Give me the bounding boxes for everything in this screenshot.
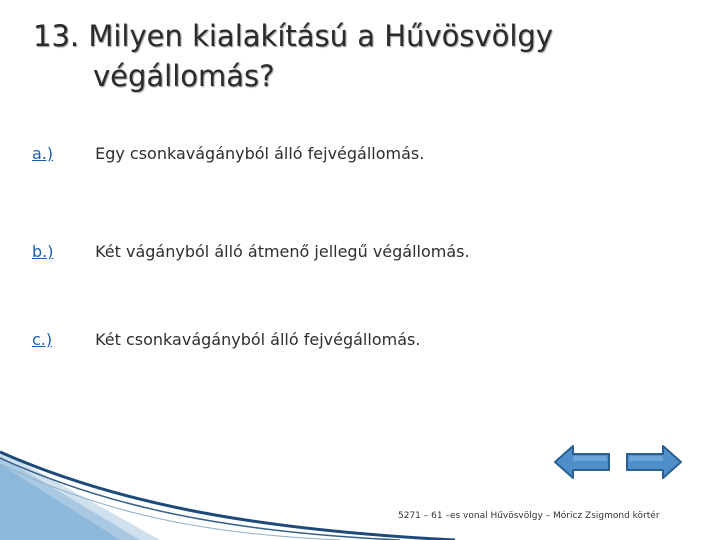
answer-text-b: Két vágányból álló átmenő jellegű végállomás. xyxy=(95,242,470,261)
answer-option-b xyxy=(32,242,470,261)
answer-link-a[interactable]: a.) xyxy=(32,144,54,163)
left-arrow-icon xyxy=(553,444,611,480)
answer-option-c xyxy=(32,330,420,349)
question-number: 13. xyxy=(33,19,80,53)
previous-slide-button[interactable] xyxy=(553,444,611,484)
answer-option-a xyxy=(32,144,424,163)
footer-route-text: 5271 – 61 –es vonal Hűvösvölgy – Móricz Zsigmond körtér xyxy=(398,511,660,521)
right-arrow-icon xyxy=(625,444,683,480)
corner-decoration xyxy=(0,450,460,540)
question-text-line1: Milyen kialakítású a Hűvösvölgy xyxy=(88,19,553,53)
answer-link-b[interactable]: b.) xyxy=(32,242,54,261)
question-text-line2: végállomás? xyxy=(93,59,275,93)
answer-text-a: Egy csonkavágányból álló fejvégállomás. xyxy=(95,144,425,163)
slide-title xyxy=(33,16,693,96)
next-slide-button[interactable] xyxy=(625,444,683,484)
answer-text-c: Két csonkavágányból álló fejvégállomás. xyxy=(95,330,421,349)
answer-link-c[interactable]: c.) xyxy=(32,330,53,349)
